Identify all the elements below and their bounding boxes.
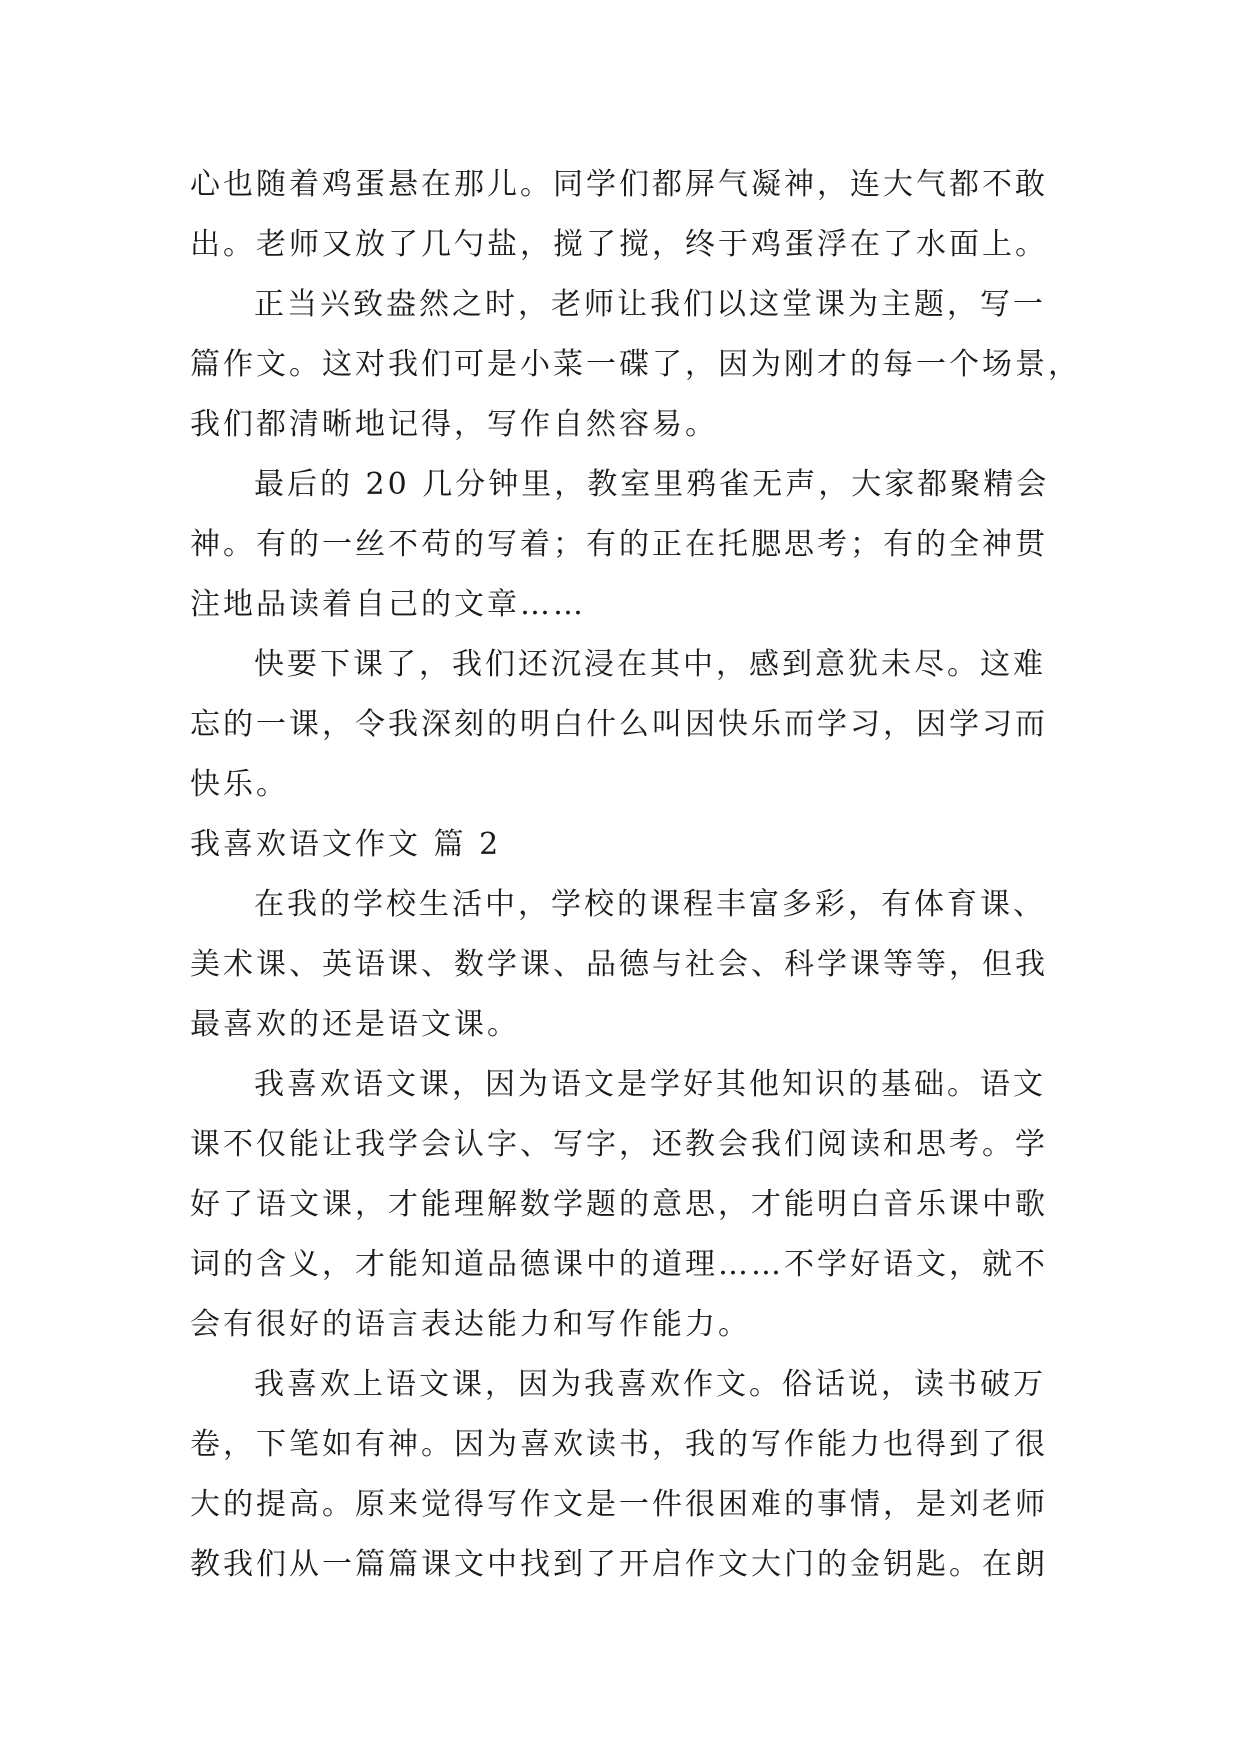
text-line: 忘的一课，令我深刻的明白什么叫因快乐而学习，因学习而 <box>190 707 1048 742</box>
text-line: 词的含义，才能知道品德课中的道理……不学好语文，就不 <box>190 1247 1048 1282</box>
text-line: 我们都清晰地记得，写作自然容易。 <box>190 407 718 442</box>
text-line: 最喜欢的还是语文课。 <box>190 1007 520 1042</box>
text-line: 快乐。 <box>190 767 289 802</box>
text-line: 教我们从一篇篇课文中找到了开启作文大门的金钥匙。在朗 <box>190 1547 1048 1582</box>
text-line: 好了语文课，才能理解数学题的意思，才能明白音乐课中歌 <box>190 1187 1048 1222</box>
text-line: 神。有的一丝不苟的写着；有的正在托腮思考；有的全神贯 <box>190 527 1048 562</box>
text-line: 大的提高。原来觉得写作文是一件很困难的事情，是刘老师 <box>190 1487 1048 1522</box>
text-line: 美术课、英语课、数学课、品德与社会、科学课等等，但我 <box>190 947 1048 982</box>
paragraph-start-line: 最后的 20 几分钟里，教室里鸦雀无声，大家都聚精会 <box>254 467 1050 502</box>
paragraph-start-line: 快要下课了，我们还沉浸在其中，感到意犹未尽。这难 <box>254 647 1046 682</box>
text-line: 心也随着鸡蛋悬在那儿。同学们都屏气凝神，连大气都不敢 <box>190 167 1048 202</box>
paragraph-start-line: 在我的学校生活中，学校的课程丰富多彩，有体育课、 <box>254 887 1046 922</box>
text-line: 课不仅能让我学会认字、写字，还教会我们阅读和思考。学 <box>190 1127 1048 1162</box>
essay-text <box>190 155 1081 1595</box>
text-line: 注地品读着自己的文章…… <box>190 587 586 622</box>
section-heading: 我喜欢语文作文 篇 2 <box>190 827 502 862</box>
paragraph-start-line: 正当兴致盎然之时，老师让我们以这堂课为主题，写一 <box>254 287 1046 322</box>
text-line: 篇作文。这对我们可是小菜一碟了，因为刚才的每一个场景， <box>190 347 1081 382</box>
paragraph-start-line: 我喜欢上语文课，因为我喜欢作文。俗话说，读书破万 <box>254 1367 1046 1402</box>
text-line: 卷，下笔如有神。因为喜欢读书，我的写作能力也得到了很 <box>190 1427 1048 1462</box>
text-line: 会有很好的语言表达能力和写作能力。 <box>190 1307 751 1342</box>
text-line: 出。老师又放了几勺盐，搅了搅，终于鸡蛋浮在了水面上。 <box>190 227 1048 262</box>
paragraph-start-line: 我喜欢语文课，因为语文是学好其他知识的基础。语文 <box>254 1067 1046 1102</box>
